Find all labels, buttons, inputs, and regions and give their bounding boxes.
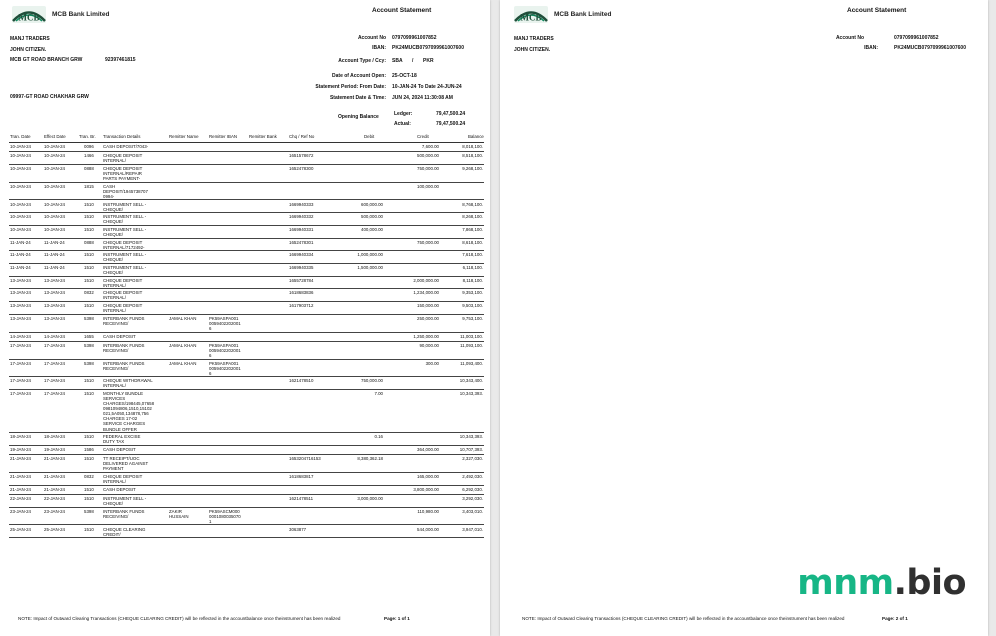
cell-remitter-iban: PK59ASPA001 0059402202001 6 [209,342,241,358]
cell-balance: 10,343,393. [459,434,483,440]
cell-effect-date: 11-JAN-24 [44,239,65,245]
cell-balance: 3,947,010. [462,526,483,532]
table-row [9,390,484,433]
header-chq-ref: Chq / Ref No [289,134,315,139]
bank-name: MCB Bank Limited [554,11,612,18]
cell-details: CHEQUE DEPOSIT INTERNAL/7172492- [103,239,145,250]
cell-credit: 544,000.00 [417,526,439,532]
cell-effect-date: 19-JAN-24 [44,447,65,453]
currency: PKR [423,58,434,64]
cell-debit: 0.16 [374,434,383,440]
account-type-label: Account Type / Ccy: [338,58,386,64]
header-effect-date: Effect Date [44,134,66,139]
cell-tran-date: 10-JAN-24 [10,183,31,189]
table-row [9,264,484,277]
header-remitter-iban: Remitter IBAN [209,134,238,139]
cell-effect-date: 11-JAN-24 [44,265,65,270]
table-row [9,315,484,333]
cell-tran-branch: 0832 [84,474,94,480]
cell-tran-date: 11-JAN-24 [10,239,31,245]
cell-tran-branch: 5398 [84,315,94,321]
cell-tran-branch: 1510 [84,214,94,220]
cell-tran-date: 10-JAN-24 [10,144,31,149]
table-row [9,360,484,378]
account-no: 0797099961007852 [392,35,437,41]
table-row [9,165,484,183]
mcb-logo [514,6,611,23]
cell-details: INSTRUMENT SELL - CHEQUE/ [103,252,147,263]
table-row [9,183,484,201]
cell-balance: 11,003,100. [460,333,483,339]
cell-tran-branch: 5398 [84,360,94,366]
cell-tran-date: 17-JAN-24 [10,391,31,397]
cell-effect-date: 17-JAN-24 [44,378,65,384]
table-row [9,333,484,342]
cell-credit: 165,000.00 [417,474,439,480]
table-row [9,486,484,495]
cell-balance: 6,118,100. [462,265,483,270]
cell-details: INTERBANK FUNDS RECEIVING/ [103,342,145,353]
cell-tran-branch: 1510 [84,226,94,232]
cell-details: CHEQUE DEPOSIT INTERNAL/ [103,303,143,314]
cell-tran-branch: 0888 [84,165,94,171]
open-date: 25-OCT-18 [392,73,417,79]
cell-credit: 3,800,000.00 [413,486,439,492]
cell-tran-branch: 1510 [84,456,94,462]
cell-tran-branch: 1510 [84,252,94,258]
cell-tran-branch: 0832 [84,290,94,296]
account-type-separator: / [412,58,414,64]
customer-contact: JOHN CITIZEN. [514,47,551,53]
cell-balance: 9,503,100. [462,303,483,309]
cell-effect-date: 21-JAN-24 [44,486,65,492]
cell-chq-ref: 1621478510 [289,378,314,384]
cell-details: INTERBANK FUNDS RECEIVING/ [103,360,145,371]
cell-effect-date: 13-JAN-24 [44,290,65,296]
branch-address: 09997-GT ROAD CHAKHAR GRW [10,94,89,100]
watermark-logo: mnm.bio [797,563,966,603]
table-row [9,455,484,473]
cell-details: CHEQUE DEPOSIT INTERNAL/REPAIR PARTS PAYMENT- [103,165,143,182]
cell-tran-date: 14-JAN-24 [10,333,31,339]
cell-credit: 150,000.00 [417,303,439,309]
table-header [9,132,484,143]
table-row [9,239,484,252]
cell-tran-date: 23-JAN-24 [10,508,31,514]
cell-details: CHEQUE DEPOSIT INTERNAL/ [103,153,143,164]
cell-tran-branch: 1655 [84,333,94,339]
cell-balance: 7,868,100. [462,226,483,232]
table-row [9,251,484,264]
cell-remitter-name: JAMAL KHAN [169,360,197,366]
cell-effect-date: 14-JAN-24 [44,333,65,339]
cell-effect-date: 17-JAN-24 [44,360,65,366]
cell-remitter-iban: PK59ASCM000 0001080035070 1 [209,508,241,524]
cell-chq-ref: 1617903712 [289,303,314,309]
cell-details: CASH DEPOSIT/1945738707 0994- [103,183,148,199]
cell-tran-date: 21-JAN-24 [10,486,31,492]
cell-credit: 110,980.00 [417,508,439,514]
cell-balance: 6,292,030. [462,486,483,492]
cell-remitter-iban: PK59ASPA001 0059402202001 6 [209,360,241,376]
cell-tran-branch: 0888 [84,239,94,245]
cell-credit: 7,600.00 [421,144,439,149]
cell-details: INSTRUMENT SELL - CHEQUE/ [103,201,147,212]
actual-balance: 79,47,500.24 [436,121,466,127]
cell-debit: 600,000.00 [361,201,383,207]
table-row [9,495,484,508]
cell-tran-branch: 1510 [84,378,94,384]
svg-text:MCB: MCB [520,12,542,23]
cell-balance: 3,292,030. [462,496,483,501]
cell-tran-date: 21-JAN-24 [10,456,31,462]
cell-details: INSTRUMENT SELL - CHEQUE/ [103,265,147,276]
table-row [9,226,484,239]
branch-code: 92397461815 [105,57,136,63]
cell-tran-branch: 1510 [84,486,94,492]
ledger-label: Ledger: [394,111,413,117]
cell-remitter-name: ZAKIR HUSSAIN [169,508,189,519]
cell-chq-ref: 1618683817 [289,474,314,480]
cell-details: TT RECEIPT/UOC DELIVERED AGAINST PAYMENT [103,456,149,472]
cell-chq-ref: 1669940334 [289,252,314,258]
cell-chq-ref: 1655728784 [289,277,314,283]
cell-balance: 8,768,100. [462,201,483,207]
cell-tran-branch: 1510 [84,526,94,532]
cell-effect-date: 13-JAN-24 [44,277,65,283]
cell-tran-branch: 1586 [84,447,94,453]
cell-tran-branch: 1510 [84,496,94,501]
cell-tran-date: 19-JAN-24 [10,447,31,453]
cell-details: INTERBANK FUNDS RECEIVING/ [103,508,145,519]
cell-details: CASH DEPOSIT [103,486,136,492]
ledger-balance: 79,47,500.24 [436,111,466,117]
cell-balance: 3,403,010. [462,508,483,514]
cell-effect-date: 10-JAN-24 [44,226,65,232]
cell-tran-date: 10-JAN-24 [10,153,31,159]
cell-credit: 750,000.00 [417,165,439,171]
cell-effect-date: 10-JAN-24 [44,144,65,149]
cell-details: CHEQUE WITHDRAWAL INTERNAL/ [103,378,153,389]
cell-balance: 10,707,393. [459,447,483,453]
table-row [9,377,484,390]
cell-chq-ref: 1652478301 [289,239,314,245]
footer-note: NOTE: Impact of Outward Clearing Transactions (CHEQUE CLEARING CREDIT) will be reflected in the accountbalance once theinstrument has been realized [522,616,845,621]
cell-tran-date: 22-JAN-24 [10,496,31,501]
cell-details: CASH DEPOSIT [103,447,136,453]
cell-chq-ref: 1652478300 [289,165,314,171]
cell-effect-date: 25-JAN-24 [44,526,65,532]
cell-debit: 500,000.00 [361,214,383,220]
cell-remitter-iban: PK59ASPA001 0059402202001 6 [209,315,241,331]
statement-page-1 [0,0,490,636]
cell-effect-date: 13-JAN-24 [44,315,65,321]
cell-chq-ref: 1651578672 [289,153,314,159]
cell-remitter-name: JAMAL KHAN [169,342,197,348]
cell-tran-date: 25-JAN-24 [10,526,31,532]
cell-balance: 11,093,400. [460,360,483,366]
iban-label: IBAN: [864,45,878,51]
cell-balance: 8,118,100. [462,277,483,283]
cell-debit: 750,000.00 [361,378,383,384]
cell-details: INSTRUMENT SELL - CHEQUE/ [103,496,147,507]
branch-name: MCB GT ROAD BRANCH GRW [10,57,83,63]
cell-tran-date: 11-JAN-24 [10,265,31,270]
cell-balance: 10,343,393. [459,391,483,397]
actual-label: Actual: [394,121,411,127]
cell-tran-branch: 1510 [84,434,94,440]
cell-chq-ref: 1621478511 [289,496,314,501]
cell-credit: 1,234,000.00 [413,290,439,296]
table-row [9,289,484,302]
open-date-label: Date of Account Open: [332,73,386,79]
iban-value: PK24MUCB0797099961007600 [894,45,966,51]
cell-balance: 8,018,100. [462,144,483,149]
table-row [9,342,484,360]
footer-note: NOTE: Impact of Outward Clearing Transactions (CHEQUE CLEARING CREDIT) will be reflected in the accountbalance once theinstrument has been realized [18,616,341,621]
cell-tran-date: 11-JAN-24 [10,252,31,258]
cell-tran-branch: 1510 [84,303,94,309]
cell-details: INSTRUMENT SELL - CHEQUE/ [103,214,147,225]
cell-credit: 100,000.00 [417,183,439,189]
cell-tran-branch: 0096 [84,144,94,149]
cell-debit: 8,380,362.18 [357,456,383,462]
header-remitter-name: Remitter Name [169,134,199,139]
cell-tran-date: 13-JAN-24 [10,290,31,296]
cell-effect-date: 17-JAN-24 [44,391,65,397]
cell-balance: 2,327,030. [462,456,483,462]
cell-tran-date: 10-JAN-24 [10,226,31,232]
cell-details: CHEQUE DEPOSIT INTERNAL/ [103,277,143,288]
account-no: 0797099961007852 [894,35,939,41]
cell-details: CASH DEPOSIT [103,333,136,339]
cell-tran-branch: 1510 [84,265,94,270]
page-number: Page: 1 of 1 [384,616,410,621]
table-row [9,277,484,290]
table-row [9,526,484,539]
cell-balance: 8,268,100. [462,214,483,220]
table-row [9,473,484,486]
header-credit: Credit [417,134,429,139]
cell-chq-ref: 1669940333 [289,201,314,207]
cell-tran-branch: 1466 [84,153,94,159]
iban-value: PK24MUCB0797099961007600 [392,45,464,51]
statement-page-2 [500,0,988,636]
cell-tran-date: 21-JAN-24 [10,474,31,480]
table-row [9,302,484,315]
cell-tran-branch: 1510 [84,201,94,207]
header-debit: Debit [364,134,375,139]
cell-tran-date: 13-JAN-24 [10,303,31,309]
table-row [9,143,484,152]
cell-effect-date: 21-JAN-24 [44,456,65,462]
statement-period: 10-JAN-24 To Date 24-JUN-24 [392,84,462,90]
cell-credit: 500,000.00 [417,153,439,159]
bank-name: MCB Bank Limited [52,11,110,18]
cell-tran-branch: 1510 [84,391,94,397]
cell-details: CHEQUE DEPOSIT INTERNAL/ [103,290,143,301]
statement-period-label: Statement Period: From Date: [315,84,386,90]
header-details: Transaction Details [103,134,141,139]
svg-text:MCB: MCB [18,12,40,23]
cell-chq-ref: 1618683836 [289,290,314,296]
cell-chq-ref: 1653204716153 [289,456,321,462]
cell-tran-branch: 5398 [84,508,94,514]
statement-datetime: JUN 24, 2024 11:30:08 AM [392,95,453,101]
cell-tran-date: 18-JAN-24 [10,434,31,440]
cell-balance: 7,618,100. [462,252,483,258]
cell-chq-ref: 1669940335 [289,265,314,270]
cell-balance: 8,618,100. [462,239,483,245]
table-row [9,201,484,214]
cell-tran-branch: 5398 [84,342,94,348]
cell-credit: 364,000.00 [417,447,439,453]
iban-label: IBAN: [372,45,386,51]
cell-effect-date: 18-JAN-24 [44,434,65,440]
table-row [9,508,484,526]
cell-effect-date: 22-JAN-24 [44,496,65,501]
cell-chq-ref: 3063877 [289,526,307,532]
cell-debit: 400,000.00 [361,226,383,232]
header-tran-branch: Tran. Br. [79,134,96,139]
cell-chq-ref: 1669940331 [289,226,314,232]
cell-effect-date: 10-JAN-24 [44,165,65,171]
cell-details: MONTHLY BUNDLE SERVICES CHARGES/198445,07658 0981094806,1510,15102 021,5A050,134878,756 CHARGES 17-02 SERVICE CHARGES BUNDLE OFFER [103,391,155,432]
cell-credit: 750,000.00 [417,239,439,245]
header-tran-date: Tran. Date [10,134,31,139]
cell-details: CASH DEPOSIT/7043- [103,144,149,149]
cell-tran-date: 17-JAN-24 [10,342,31,348]
account-no-label: Account No [835,35,864,41]
cell-tran-date: 10-JAN-24 [10,165,31,171]
cell-tran-date: 10-JAN-24 [10,214,31,220]
statement-title: Account Statement [847,7,907,14]
cell-debit: 1,500,000.00 [357,265,383,270]
cell-details: FEDERAL EXCISE DUTY TAX [103,434,141,445]
header-balance: Balance [468,134,484,139]
opening-balance-label: Opening Balance [338,114,379,120]
cell-balance: 8,518,100. [462,153,483,159]
statement-datetime-label: Statement Date & Time: [329,95,386,101]
cell-credit: 2,000,000.00 [413,277,439,283]
cell-balance: 9,753,100. [462,315,483,321]
cell-details: CHEQUE CLEARING CREDIT/ [103,526,146,537]
cell-tran-branch: 1815 [84,183,94,189]
cell-debit: 3,000,000.00 [357,496,383,501]
cell-tran-date: 13-JAN-24 [10,315,31,321]
cell-credit: 300.00 [425,360,439,366]
customer-contact: JOHN CITIZEN. [10,47,47,53]
cell-credit: 90,000.00 [419,342,439,348]
cell-effect-date: 21-JAN-24 [44,474,65,480]
cell-effect-date: 17-JAN-24 [44,342,65,348]
customer-name: MANJ TRADERS [514,36,554,42]
cell-tran-date: 10-JAN-24 [10,201,31,207]
cell-tran-date: 13-JAN-24 [10,277,31,283]
cell-remitter-name: JAMAL KHAN [169,315,197,321]
cell-chq-ref: 1669940332 [289,214,314,220]
customer-name: MANJ TRADERS [10,36,50,42]
cell-tran-date: 17-JAN-24 [10,378,31,384]
cell-details: INSTRUMENT SELL - CHEQUE/ [103,226,147,237]
cell-debit: 7.00 [374,391,383,397]
cell-balance: 2,492,030. [462,474,483,480]
cell-effect-date: 10-JAN-24 [44,153,65,159]
cell-debit: 1,000,000.00 [357,252,383,258]
cell-credit: 1,250,000.00 [413,333,439,339]
account-no-label: Account No [357,35,386,41]
header-remitter-bank: Remitter Bank [249,134,277,139]
table-row [9,152,484,165]
cell-tran-branch: 1510 [84,277,94,283]
cell-balance: 10,343,400. [459,378,483,384]
mcb-logo [12,6,109,23]
cell-effect-date: 10-JAN-24 [44,214,65,220]
cell-effect-date: 23-JAN-24 [44,508,65,514]
cell-effect-date: 11-JAN-24 [44,252,65,258]
cell-effect-date: 10-JAN-24 [44,183,65,189]
cell-details: INTERBANK FUNDS RECEIVING/ [103,315,145,326]
table-row [9,213,484,226]
cell-balance: 9,353,100. [462,290,483,296]
cell-tran-date: 17-JAN-24 [10,360,31,366]
cell-credit: 250,000.00 [417,315,439,321]
account-type: SBA [392,58,403,64]
cell-effect-date: 10-JAN-24 [44,201,65,207]
table-row [9,446,484,455]
cell-balance: 9,268,100. [462,165,483,171]
table-row [9,433,484,446]
cell-details: CHEQUE DEPOSIT INTERNAL/ [103,474,143,485]
mcb-logo-icon [514,6,548,23]
mcb-logo-icon [12,6,46,23]
cell-effect-date: 13-JAN-24 [44,303,65,309]
cell-balance: 11,093,100. [460,342,483,348]
page-number: Page: 2 of 1 [882,616,908,621]
statement-title: Account Statement [372,7,432,14]
